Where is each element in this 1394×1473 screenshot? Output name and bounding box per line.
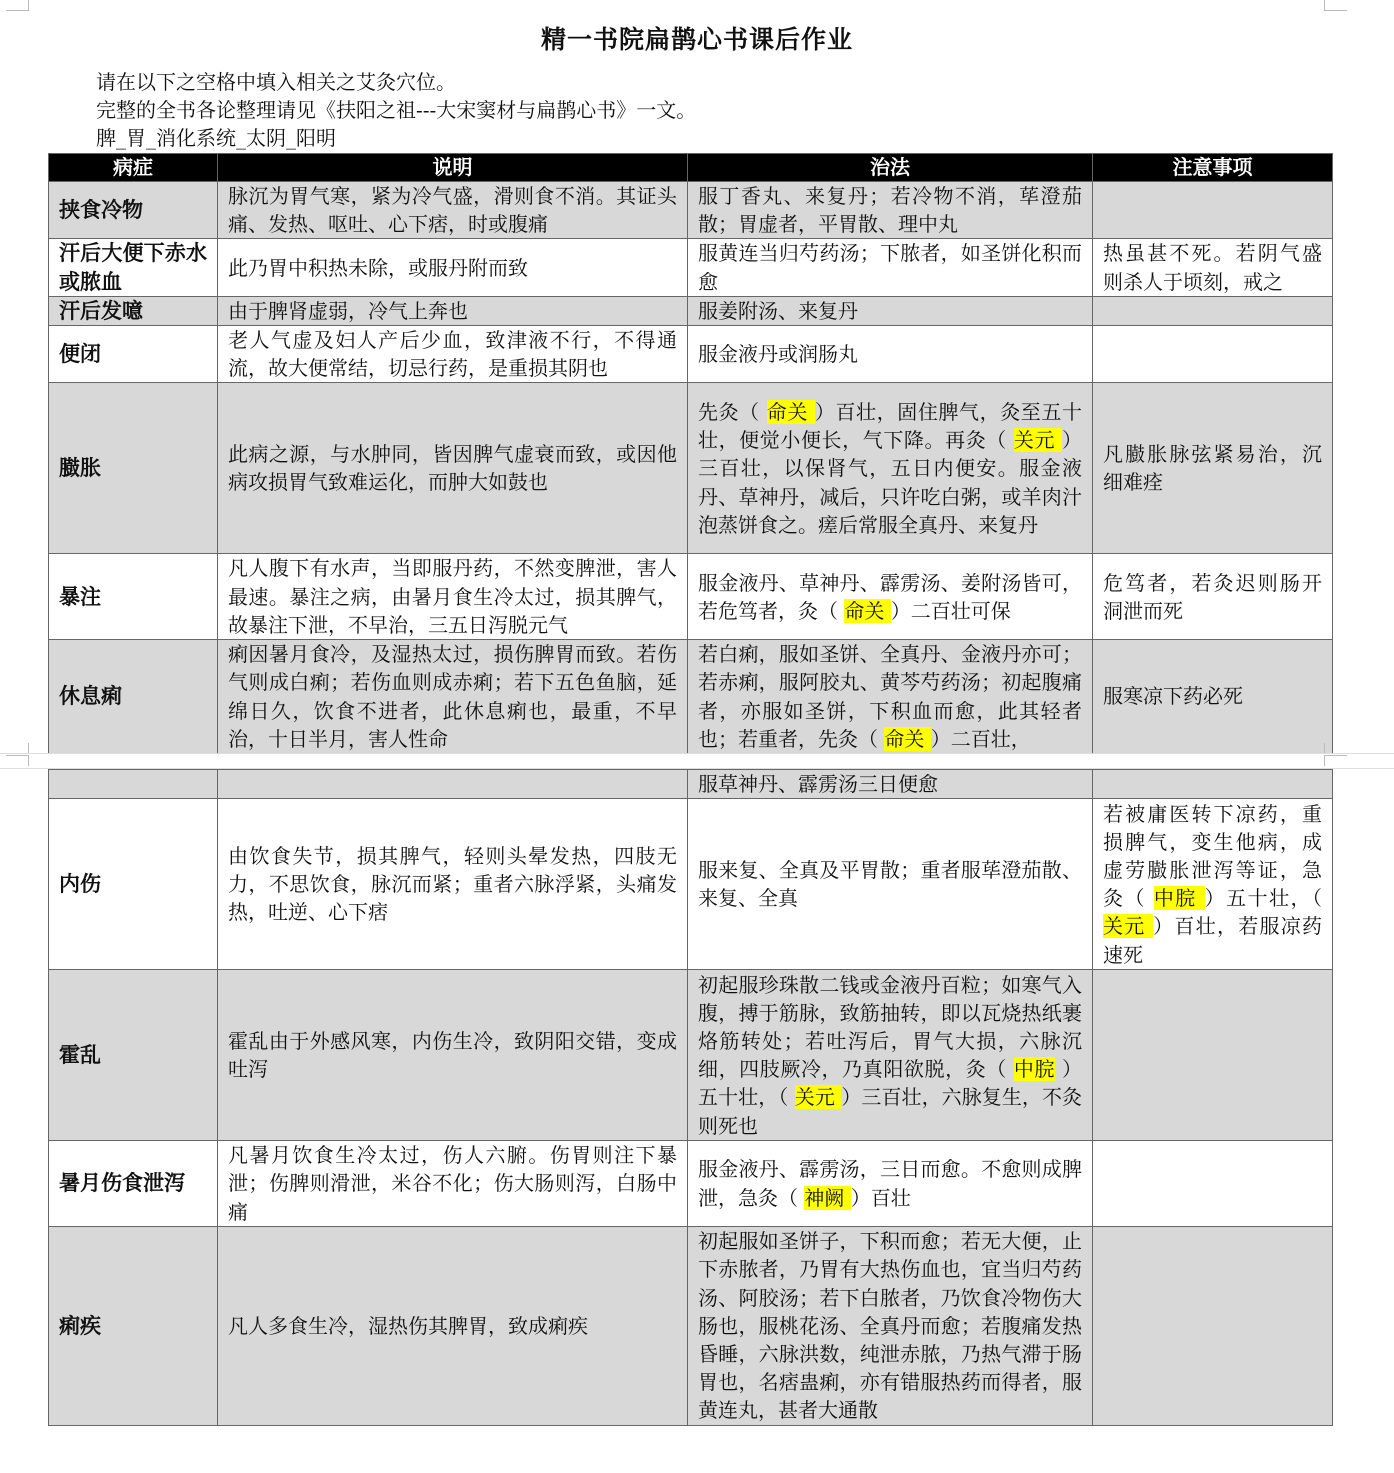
treatment-cell [688, 239, 1093, 296]
treatment-cell [688, 326, 1093, 383]
description-cell: 凡暑月饮食生冷太过，伤人六腑。伤胃则注下暴泄；伤脾则滑泄，米谷不化；伤大肠则泻，白肠中痛 [218, 1141, 688, 1227]
symptom-cell: 汗后大便下赤水或脓血 [49, 239, 218, 296]
treatment-table-continued [48, 769, 1333, 1426]
acupoint-answer: 关元 [1013, 428, 1062, 453]
table-row [49, 799, 1333, 970]
description-cell: 痢因暑月食冷，及湿热太过，损伤脾胃而致。若伤气则成白痢；若伤血则成赤痢；若下五色鱼脑，延绵日久，饮食不进者，此休息痢也，最重，不早治，十日半月，害人性命 [218, 640, 688, 754]
text-segment: 先灸（ [698, 399, 767, 424]
note-cell: 服寒凉下药必死 [1093, 640, 1333, 754]
table-row [49, 326, 1333, 383]
symptom-cell: 霍乱 [49, 970, 218, 1141]
symptom-cell: 暴注 [49, 554, 218, 640]
treatment-cell [688, 554, 1093, 640]
text-segment: 初起服珍珠散二钱或金液丹百粒；如寒气入腹，搏于筋脉，致筋抽转，即以瓦烧热纸裹烙筋转处；若吐泻后，胃气大损，六脉沉细，四肢厥冷，乃真阳欲脱，灸（ [698, 972, 1082, 1082]
text-segment: ）三百壮，六脉复生，不灸则死也 [698, 1085, 1083, 1138]
table-row [49, 770, 1333, 799]
symptom-cell: 挟食冷物 [49, 182, 218, 239]
intro-line: 完整的全书各论整理请见《扶阳之祖---大宋窦材与扁鹊心书》一文。 [96, 98, 697, 122]
page-corner-mark [6, 0, 29, 11]
page-corner-mark [6, 743, 29, 753]
text-segment: ）二百壮， [930, 726, 1031, 751]
note-cell: 热虽甚不死。若阴气盛则杀人于顷刻，戒之 [1093, 239, 1333, 296]
description-cell: 凡人腹下有水声，当即服丹药，不然变脾泄，害人最速。暴注之病，由暑月食生冷太过，损其脾气，故暴注下泄，不早治，三五日泻脱元气 [218, 554, 688, 640]
treatment-table [48, 153, 1333, 754]
description-cell: 凡人多食生冷，湿热伤其脾胃，致成痢疾 [218, 1226, 688, 1425]
table-row [49, 640, 1333, 754]
note-cell: 危笃者，若灸迟则肠开洞泄而死 [1093, 554, 1333, 640]
text-segment: 初起服如圣饼子，下积而愈；若无大便，止下赤脓者，乃胃有大热伤血也，宜当归芍药汤、阿胶汤；若下白脓者，乃饮食冷物伤大肠也，服桃花汤、全真丹而愈；若腹痛发热昏睡，六脉洪数，纯泄赤脓，乃热气滞于肠胃也，名痞蛊痢，亦有错服热药而得者，服黄连丸，甚者大通散 [698, 1229, 1082, 1423]
table-row [49, 182, 1333, 239]
table-row [49, 239, 1333, 296]
table-header-row [49, 154, 1333, 182]
acupoint-answer: 关元 [1103, 914, 1154, 939]
description-cell: 此乃胃中积热未除，或服丹附而致 [218, 239, 688, 296]
acupoint-answer: 中脘 [1013, 1057, 1056, 1082]
table-row [49, 296, 1333, 325]
table-row [49, 970, 1333, 1141]
symptom-cell: 汗后发噫 [49, 296, 218, 325]
text-segment: ）三百壮，以保肾气，五日内便安。服金液丹、草神丹，减后，只许吃白粥，或羊肉汁泡蒸饼食之。瘥后常服全真丹、来复丹 [698, 428, 1082, 537]
text-segment: ）五十壮，（ [698, 1057, 1082, 1110]
note-cell [1093, 182, 1333, 239]
symptom-cell: 便闭 [49, 326, 218, 383]
symptom-cell: 痢疾 [49, 1226, 218, 1425]
table-row [49, 383, 1333, 554]
symptom-cell: 休息痢 [49, 640, 218, 754]
treatment-cell [688, 1226, 1093, 1425]
text-segment: 若白痢，服如圣饼、全真丹、金液丹亦可；若赤痢，服阿胶丸、黄芩芍药汤；初起腹痛者，亦服如圣饼，下积血而愈，此其轻者也；若重者，先灸（ [698, 642, 1082, 751]
text-segment: 服姜附汤、来复丹 [698, 298, 858, 323]
intro-line: 脾_胃_消化系统_太阴_阳明 [96, 126, 336, 150]
note-cell [1093, 770, 1333, 799]
note-cell [1093, 296, 1333, 325]
column-header: 治法 [688, 154, 1093, 182]
table-row [49, 1141, 1333, 1227]
text-segment: 服丁香丸、来复丹；若冷物不消，荜澄茄散；胃虚者，平胃散、理中丸 [698, 184, 1082, 237]
page-break [0, 753, 1394, 769]
acupoint-answer: 神阙 [804, 1185, 851, 1210]
acupoint-answer: 关元 [794, 1085, 842, 1110]
text-segment: ）二百壮可保 [890, 598, 1011, 623]
text-segment: 服草神丹、霹雳汤三日便愈 [698, 772, 938, 796]
treatment-cell [688, 296, 1093, 325]
treatment-cell [688, 640, 1093, 754]
column-header: 说明 [218, 154, 688, 182]
note-cell: 凡臌胀脉弦紧易治，沉细难痊 [1093, 383, 1333, 554]
acupoint-answer: 中脘 [1153, 886, 1205, 911]
column-header: 病症 [49, 154, 218, 182]
description-cell [218, 770, 688, 799]
symptom-cell: 暑月伤食泄泻 [49, 1141, 218, 1227]
text-segment: 服黄连当归芍药汤；下脓者，如圣饼化积而愈 [698, 241, 1082, 294]
acupoint-answer: 命关 [884, 726, 931, 751]
acupoint-answer: 命关 [766, 399, 815, 424]
note-cell [1093, 1226, 1333, 1425]
column-header: 注意事项 [1093, 154, 1333, 182]
description-cell: 霍乱由于外感风寒，内伤生冷，致阴阳交错，变成吐泻 [218, 970, 688, 1141]
page-corner-mark [6, 755, 29, 766]
description-cell: 此病之源，与水肿同，皆因脾气虚衰而致，或因他病攻损胃气致难运化，而肿大如鼓也 [218, 383, 688, 554]
description-cell: 由于脾肾虚弱，冷气上奔也 [218, 296, 688, 325]
text-segment: ）五十壮，（ [1204, 886, 1323, 911]
treatment-cell [688, 1141, 1093, 1227]
intro-line: 请在以下之空格中填入相关之艾灸穴位。 [96, 70, 456, 94]
page-corner-mark [1324, 755, 1347, 766]
treatment-cell [688, 799, 1093, 970]
text-segment: ）百壮 [850, 1185, 911, 1210]
treatment-cell [688, 770, 1093, 799]
text-segment: 若被庸医转下凉药，重损脾气，变生他病，成虚劳臌胀泄泻等证，急灸（ [1103, 801, 1322, 911]
description-cell: 老人气虚及妇人产后少血，致津液不行，不得通流，故大便常结，切忌行药，是重损其阴也 [218, 326, 688, 383]
page-title: 精一书院扁鹊心书课后作业 [540, 25, 853, 54]
text-segment: 服金液丹、霹雳汤，三日而愈。不愈则成脾泄，急灸（ [698, 1157, 1082, 1210]
page-corner-mark [1324, 0, 1347, 11]
symptom-cell [49, 770, 218, 799]
note-cell [1093, 799, 1333, 970]
text-segment: ）百壮，若服凉药速死 [1103, 914, 1323, 967]
text-segment: 服金液丹、草神丹、霹雳汤、姜附汤皆可，若危笃者，灸（ [698, 570, 1082, 623]
symptom-cell: 臌胀 [49, 383, 218, 554]
note-cell [1093, 1141, 1333, 1227]
treatment-cell [688, 970, 1093, 1141]
text-segment: ）百壮，固住脾气，灸至五十壮，便觉小便长，气下降。再灸（ [698, 399, 1082, 453]
table-row [49, 1226, 1333, 1425]
treatment-cell [688, 383, 1093, 554]
text-segment: 服金液丹或润肠丸 [698, 342, 858, 367]
note-cell [1093, 326, 1333, 383]
text-segment: 服来复、全真及平胃散；重者服荜澄茄散、来复、全真 [698, 858, 1082, 911]
page-corner-mark [1324, 743, 1347, 753]
description-cell: 脉沉为胃气寒，紧为冷气盛，滑则食不消。其证头痛、发热、呕吐、心下痞，时或腹痛 [218, 182, 688, 239]
note-cell [1093, 970, 1333, 1141]
table-row [49, 554, 1333, 640]
treatment-cell [688, 182, 1093, 239]
acupoint-answer: 命关 [844, 598, 891, 623]
symptom-cell: 内伤 [49, 799, 218, 970]
description-cell: 由饮食失节，损其脾气，轻则头晕发热，四肢无力，不思饮食，脉沉而紧；重者六脉浮紧，头痛发热，吐逆、心下痞 [218, 799, 688, 970]
